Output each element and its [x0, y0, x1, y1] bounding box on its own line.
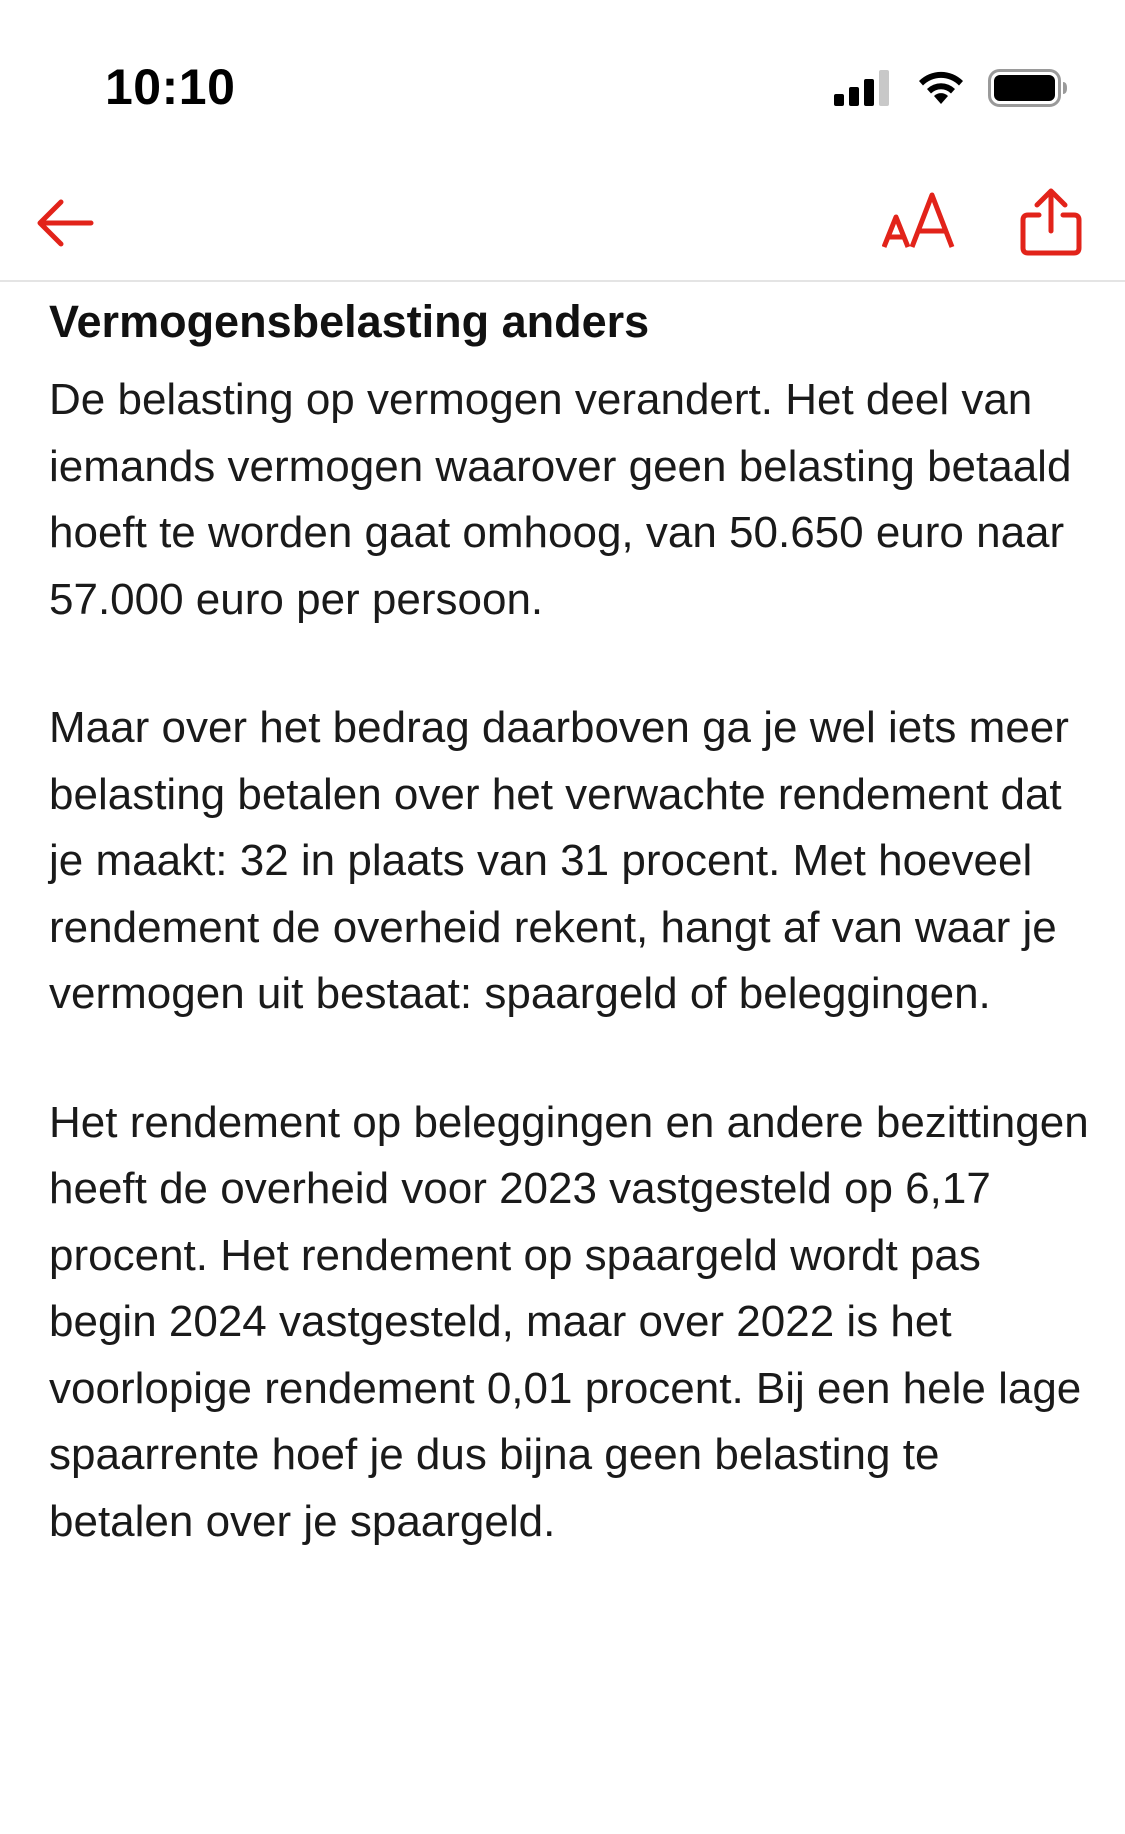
status-time: 10:10: [105, 59, 236, 115]
back-arrow-icon: [35, 197, 95, 254]
status-icons: [834, 68, 1068, 112]
text-size-icon: [882, 191, 958, 256]
share-button[interactable]: [1010, 181, 1092, 267]
status-bar: [0, 0, 1125, 150]
article-paragraph: Maar over het bedrag daarboven ga je wel iets meer belasting betalen over het verwachte rendement dat je maakt: 32 in plaats van 31 procent. Met hoeveel rendement de overheid rekent, hangt af van waar je vermogen uit bestaat: spaargeld of beleggingen.: [49, 703, 1069, 1018]
battery-icon: [988, 69, 1068, 112]
cellular-signal-icon: [834, 70, 894, 111]
article-paragraph: Het rendement op beleggingen en andere bezittingen heeft de overheid voor 2023 vastgesteld op 6,17 procent. Het rendement op spaargeld wordt pas begin 2024 vastgesteld, maar over 2022 is het voorlopige rendement 0,01 procent. Bij een hele lage spaarrente hoef je dus bijna geen belasting te betalen over je spaargeld.: [49, 1097, 1089, 1546]
article-title: Vermogensbelasting anders: [49, 296, 650, 347]
back-button[interactable]: [30, 190, 100, 260]
wifi-icon: [916, 70, 966, 111]
article-paragraph: De belasting op vermogen verandert. Het deel van iemands vermogen waarover geen belasting betaald hoeft te worden gaat omhoog, van 50.650 euro naar 57.000 euro per persoon.: [49, 375, 1072, 624]
article-body: [49, 292, 1089, 1555]
article-toolbar: [0, 165, 1125, 282]
share-icon: [1019, 187, 1083, 262]
text-size-button[interactable]: [880, 183, 960, 263]
